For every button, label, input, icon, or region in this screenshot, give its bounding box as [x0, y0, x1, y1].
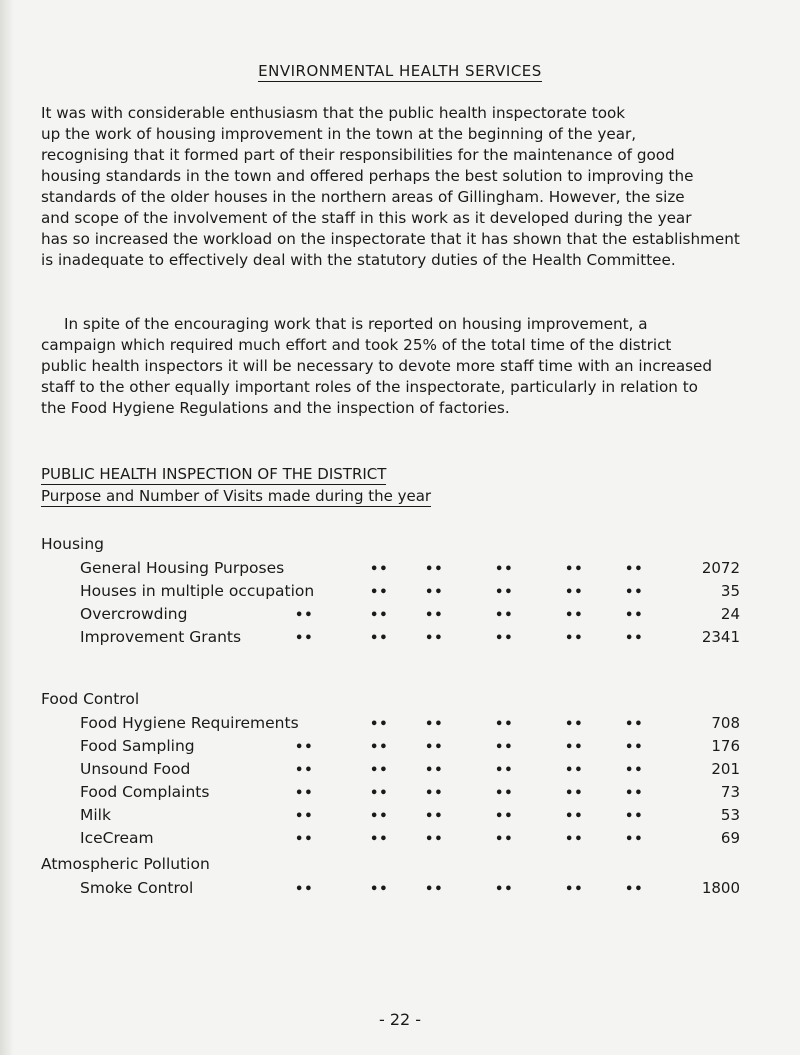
page-edge-shadow	[0, 0, 14, 1055]
leader-dots: ••	[495, 832, 514, 847]
table-row	[80, 783, 740, 804]
leader-dots: ••	[565, 832, 584, 847]
leader-dots: ••	[565, 585, 584, 600]
row-value: 69	[720, 829, 740, 847]
row-value: 1800	[701, 879, 740, 897]
leader-dots: ••	[370, 882, 389, 897]
leader-dots: ••	[425, 608, 444, 623]
leader-dots: ••	[625, 763, 644, 778]
leader-dots: ••	[370, 832, 389, 847]
leader-dots: ••	[370, 740, 389, 755]
leader-dots: ••	[625, 882, 644, 897]
leader-dots: ••	[425, 717, 444, 732]
leader-dots: ••	[295, 832, 314, 847]
leader-dots: ••	[625, 608, 644, 623]
table-row	[80, 628, 740, 649]
row-value: 24	[720, 605, 740, 623]
paragraph-line: has so increased the workload on the inspectorate that it has shown that the establishment	[41, 230, 740, 248]
row-value: 2072	[701, 559, 740, 577]
row-label: Improvement Grants	[80, 628, 242, 646]
leader-dots: ••	[625, 786, 644, 801]
leader-dots: ••	[425, 809, 444, 824]
row-value: 2341	[701, 628, 740, 646]
row-label: Milk	[80, 806, 111, 824]
leader-dots: ••	[625, 740, 644, 755]
leader-dots: ••	[495, 631, 514, 646]
table-row	[80, 737, 740, 758]
leader-dots: ••	[565, 809, 584, 824]
leader-dots: ••	[495, 882, 514, 897]
leader-dots: ••	[425, 832, 444, 847]
leader-dots: ••	[565, 740, 584, 755]
table-row	[80, 605, 740, 626]
leader-dots: ••	[495, 717, 514, 732]
leader-dots: ••	[425, 562, 444, 577]
row-label: Food Hygiene Requirements	[80, 714, 299, 732]
leader-dots: ••	[370, 763, 389, 778]
leader-dots: ••	[625, 585, 644, 600]
paragraph-line: the Food Hygiene Regulations and the inspection of factories.	[41, 399, 510, 417]
page-number: - 22 -	[378, 1010, 422, 1029]
second-paragraph	[41, 314, 761, 419]
leader-dots: ••	[565, 786, 584, 801]
leader-dots: ••	[425, 631, 444, 646]
row-label: Smoke Control	[80, 879, 194, 897]
leader-dots: ••	[565, 608, 584, 623]
row-label: General Housing Purposes	[80, 559, 285, 577]
leader-dots: ••	[295, 786, 314, 801]
leader-dots: ••	[565, 717, 584, 732]
row-label: Food Complaints	[80, 783, 210, 801]
leader-dots: ••	[370, 809, 389, 824]
row-label: Food Sampling	[80, 737, 195, 755]
leader-dots: ••	[295, 763, 314, 778]
leader-dots: ••	[425, 786, 444, 801]
leader-dots: ••	[495, 608, 514, 623]
paragraph-line: staff to the other equally important roles of the inspectorate, particularly in relation to	[41, 378, 698, 396]
leader-dots: ••	[295, 631, 314, 646]
leader-dots: ••	[625, 717, 644, 732]
leader-dots: ••	[295, 809, 314, 824]
row-label: Overcrowding	[80, 605, 188, 623]
paragraph-line: It was with considerable enthusiasm that the public health inspectorate took	[41, 104, 626, 122]
leader-dots: ••	[295, 740, 314, 755]
leader-dots: ••	[295, 608, 314, 623]
paragraph-line: up the work of housing improvement in the town at the beginning of the year,	[41, 125, 637, 143]
leader-dots: ••	[370, 585, 389, 600]
leader-dots: ••	[495, 740, 514, 755]
paragraph-line: and scope of the involvement of the staff in this work as it developed during the year	[41, 209, 692, 227]
leader-dots: ••	[370, 608, 389, 623]
leader-dots: ••	[495, 763, 514, 778]
leader-dots: ••	[625, 832, 644, 847]
leader-dots: ••	[565, 631, 584, 646]
paragraph-line: public health inspectors it will be necessary to devote more staff time with an increased	[41, 357, 713, 375]
section-title: PUBLIC HEALTH INSPECTION OF THE DISTRICT	[41, 465, 387, 483]
leader-dots: ••	[425, 585, 444, 600]
leader-dots: ••	[370, 562, 389, 577]
row-value: 73	[720, 783, 740, 801]
row-label: IceCream	[80, 829, 154, 847]
row-label: Houses in multiple occupation	[80, 582, 315, 600]
paragraph-line: housing standards in the town and offered perhaps the best solution to improving the	[41, 167, 694, 185]
table-row	[80, 760, 740, 781]
group-heading-atmospheric-pollution: Atmospheric Pollution	[41, 855, 210, 873]
table-row	[80, 879, 740, 900]
page-heading: ENVIRONMENTAL HEALTH SERVICES	[258, 62, 542, 80]
leader-dots: ••	[425, 740, 444, 755]
leader-dots: ••	[370, 631, 389, 646]
paragraph-line: campaign which required much effort and took 25% of the total time of the district	[41, 336, 672, 354]
row-value: 708	[711, 714, 740, 732]
leader-dots: ••	[565, 763, 584, 778]
row-value: 53	[720, 806, 740, 824]
table-row	[80, 829, 740, 850]
table-row	[80, 559, 740, 580]
paragraph-line: recognising that it formed part of their responsibilities for the maintenance of good	[41, 146, 675, 164]
row-value: 201	[711, 760, 740, 778]
leader-dots: ••	[495, 786, 514, 801]
table-row	[80, 582, 740, 603]
group-heading-housing: Housing	[41, 535, 105, 553]
section-subtitle: Purpose and Number of Visits made during the year	[41, 487, 432, 505]
leader-dots: ••	[295, 882, 314, 897]
leader-dots: ••	[425, 763, 444, 778]
leader-dots: ••	[495, 585, 514, 600]
paragraph-line: standards of the older houses in the northern areas of Gillingham. However, the size	[41, 188, 685, 206]
leader-dots: ••	[495, 562, 514, 577]
row-label: Unsound Food	[80, 760, 191, 778]
paragraph-line: is inadequate to effectively deal with the statutory duties of the Health Committee.	[41, 251, 676, 269]
group-heading-food-control: Food Control	[41, 690, 140, 708]
row-value: 35	[720, 582, 740, 600]
leader-dots: ••	[565, 882, 584, 897]
leader-dots: ••	[495, 809, 514, 824]
table-row	[80, 806, 740, 827]
leader-dots: ••	[370, 786, 389, 801]
leader-dots: ••	[370, 717, 389, 732]
leader-dots: ••	[425, 882, 444, 897]
table-row	[80, 714, 740, 735]
leader-dots: ••	[625, 631, 644, 646]
leader-dots: ••	[565, 562, 584, 577]
leader-dots: ••	[625, 562, 644, 577]
intro-paragraph	[41, 103, 761, 271]
paragraph-line: In spite of the encouraging work that is reported on housing improvement, a	[64, 315, 648, 333]
leader-dots: ••	[625, 809, 644, 824]
row-value: 176	[711, 737, 740, 755]
